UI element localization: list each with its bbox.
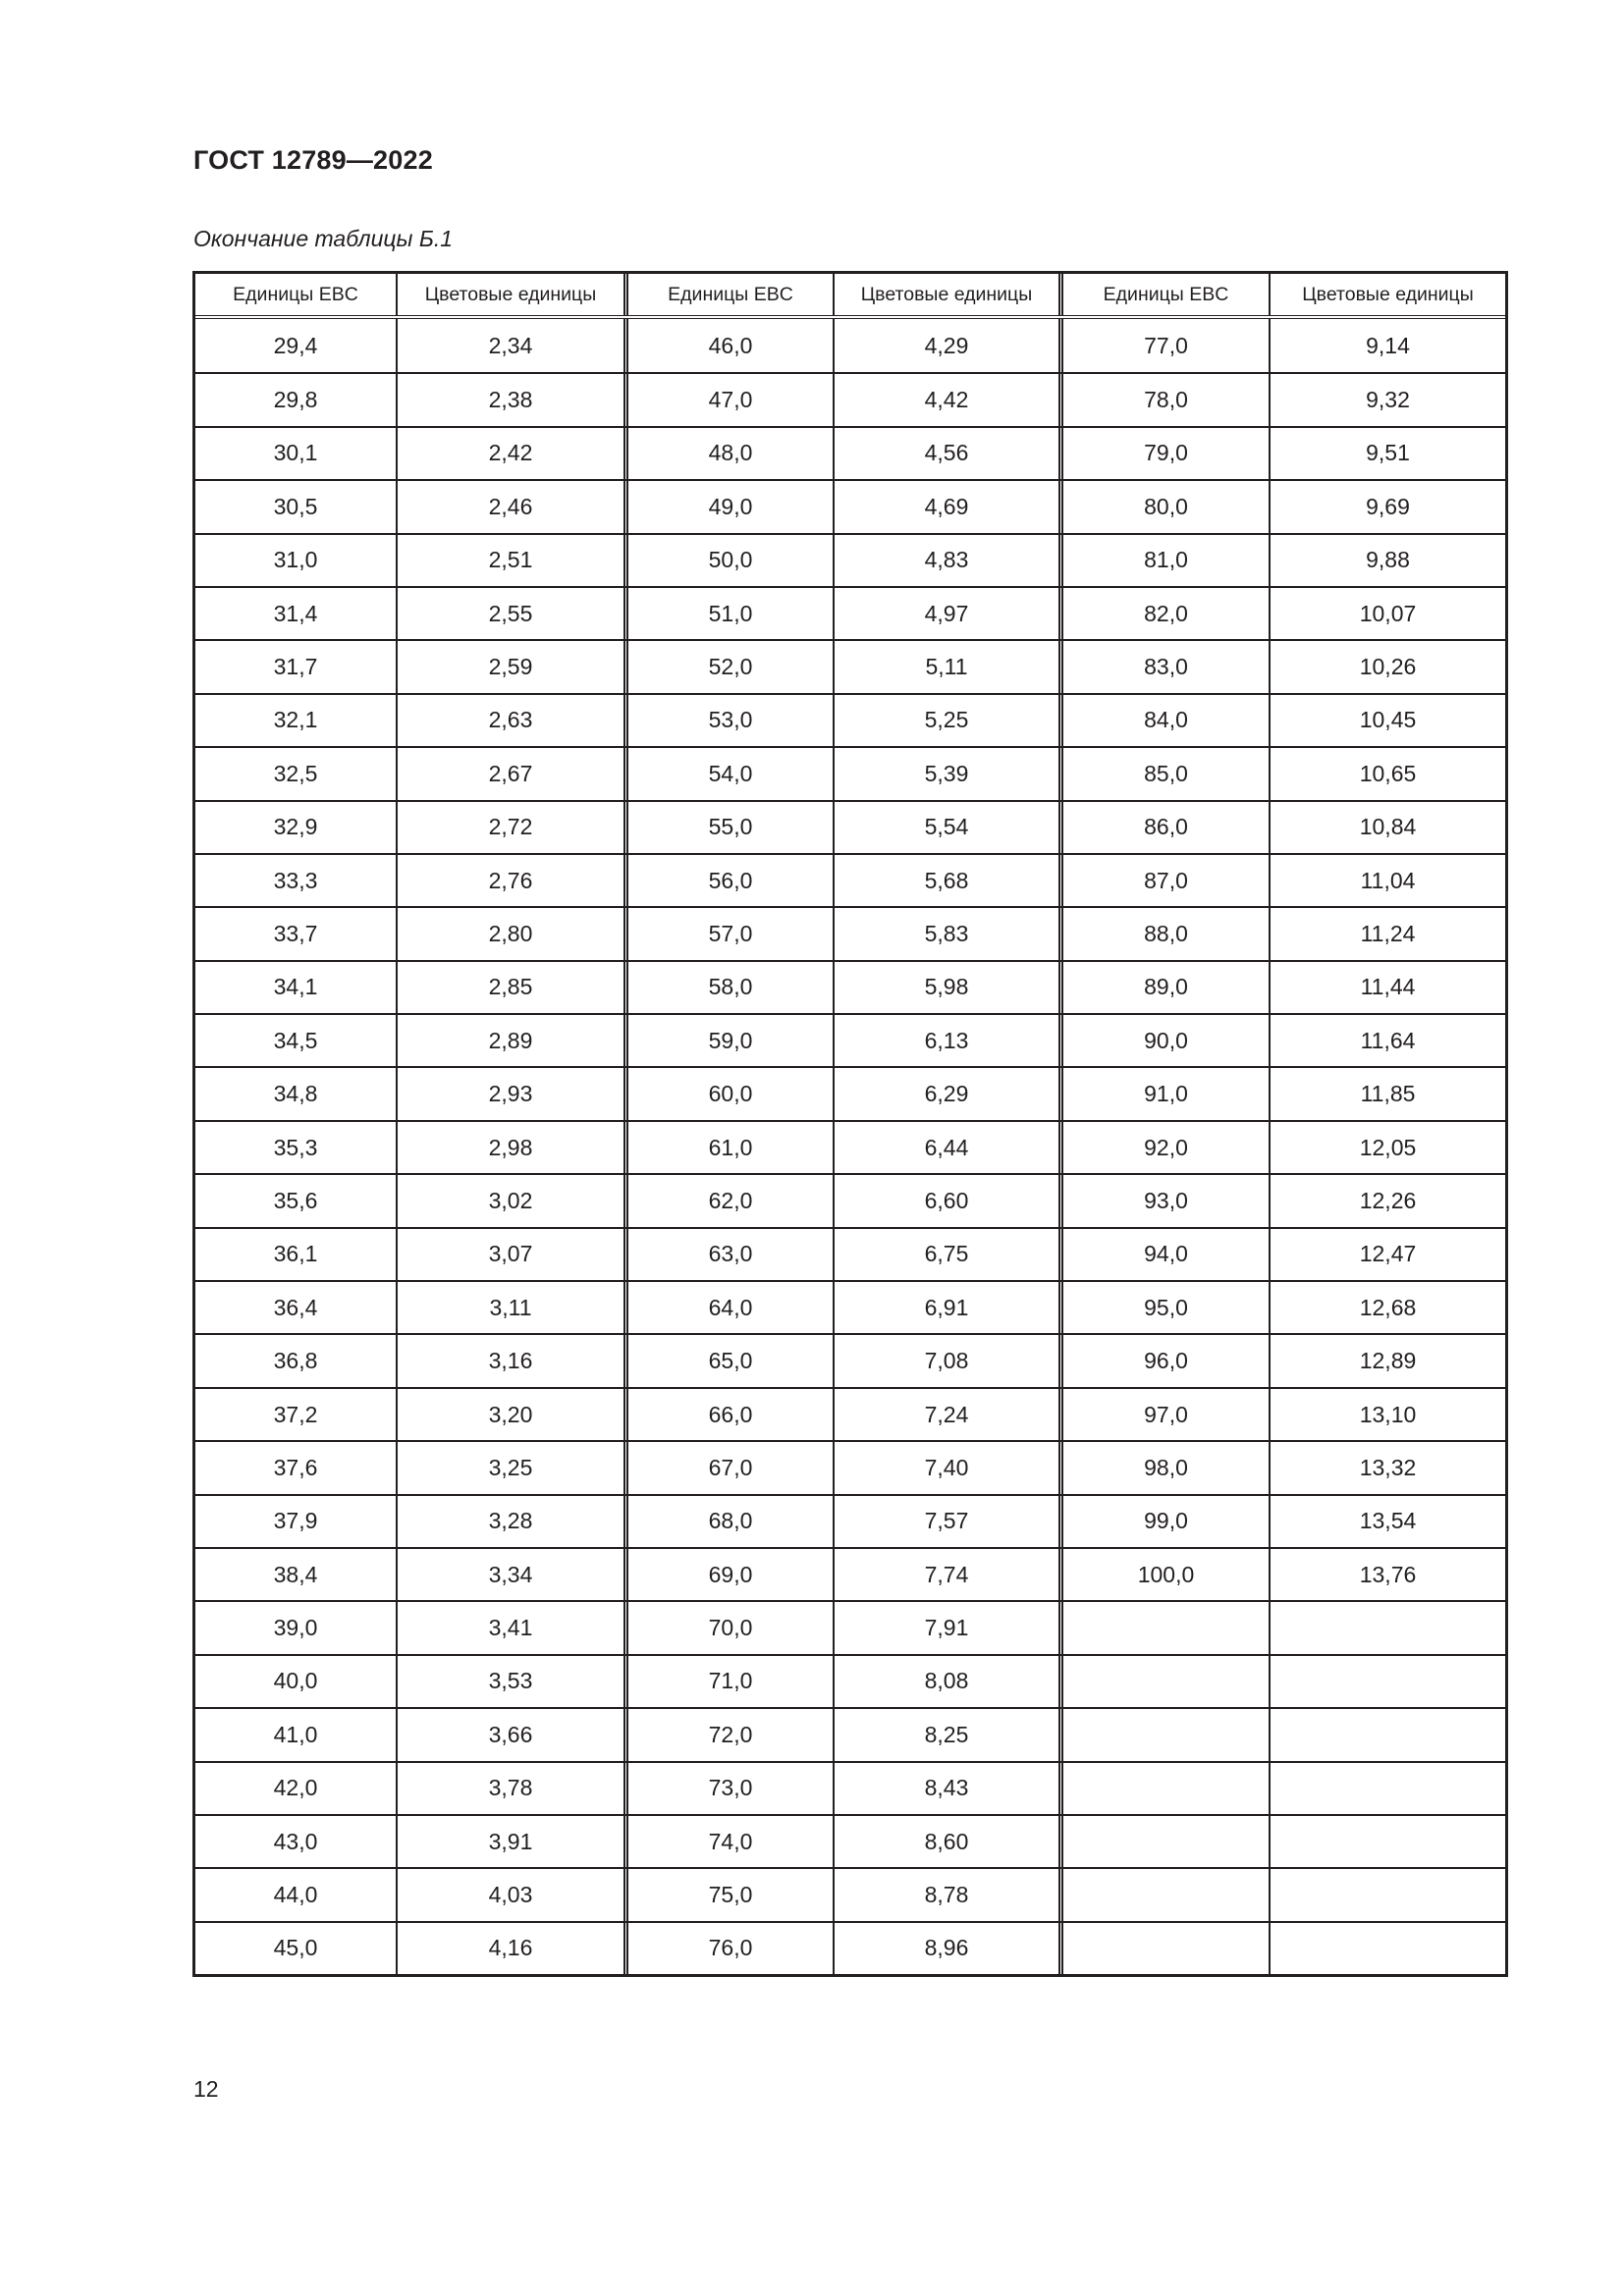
column-header-ebc-2: Единицы EBC <box>628 274 835 315</box>
color-units-cell: 9,69 <box>1366 493 1410 519</box>
ebc-cell: 62,0 <box>628 1175 835 1226</box>
table-row <box>195 639 1505 692</box>
ebc-cell: 69,0 <box>628 1549 835 1600</box>
color-units-cell: 4,69 <box>835 481 1063 532</box>
color-units-cell: 5,39 <box>835 748 1063 799</box>
color-units-cell: 2,46 <box>398 481 628 532</box>
color-units-cell: 4,29 <box>835 319 1063 372</box>
color-units-cell: 7,57 <box>835 1496 1063 1547</box>
ebc-cell: 46,0 <box>628 319 835 372</box>
table-row <box>195 1814 1505 1867</box>
color-units-cell: 3,07 <box>398 1229 628 1280</box>
color-units-cell: 2,89 <box>398 1015 628 1066</box>
ebc-cell: 91,0 <box>1063 1068 1271 1119</box>
table-row <box>195 1600 1505 1653</box>
ebc-cell: 93,0 <box>1063 1175 1271 1226</box>
color-units-cell: 12,05 <box>1359 1134 1417 1160</box>
ebc-cell: 98,0 <box>1063 1442 1271 1493</box>
ebc-cell: 40,0 <box>195 1656 398 1707</box>
color-units-cell: 2,72 <box>398 802 628 853</box>
ebc-cell: 100,0 <box>1063 1549 1271 1600</box>
column-header-ebc-3: Единицы EBC <box>1063 274 1271 315</box>
ebc-cell: 31,7 <box>195 641 398 692</box>
table-row <box>195 319 1505 372</box>
ebc-cell: 36,8 <box>195 1335 398 1386</box>
ebc-cell: 52,0 <box>628 641 835 692</box>
color-units-cell: 9,51 <box>1366 440 1410 466</box>
table-row <box>195 693 1505 746</box>
color-units-cell: 7,74 <box>835 1549 1063 1600</box>
ebc-cell: 77,0 <box>1063 319 1271 372</box>
ebc-cell: 92,0 <box>1063 1122 1271 1173</box>
color-units-cell: 4,97 <box>835 588 1063 639</box>
ebc-cell: 31,4 <box>195 588 398 639</box>
ebc-cell: 86,0 <box>1063 802 1271 853</box>
color-units-cell: 9,88 <box>1366 547 1410 573</box>
color-units-cell: 10,45 <box>1359 707 1417 733</box>
table-row <box>195 1066 1505 1119</box>
ebc-cell: 87,0 <box>1063 855 1271 906</box>
color-units-cell: 4,03 <box>398 1869 628 1920</box>
color-units-cell: 7,24 <box>835 1389 1063 1440</box>
ebc-cell: 35,3 <box>195 1122 398 1173</box>
color-units-cell: 2,34 <box>398 319 628 372</box>
ebc-cell: 70,0 <box>628 1602 835 1653</box>
table-row <box>195 746 1505 799</box>
color-units-cell: 2,76 <box>398 855 628 906</box>
column-header-color-units-2: Цветовые единицы <box>835 274 1063 315</box>
page-number: 12 <box>193 2076 219 2102</box>
ebc-cell: 44,0 <box>195 1869 398 1920</box>
ebc-cell: 37,2 <box>195 1389 398 1440</box>
ebc-cell: 85,0 <box>1063 748 1271 799</box>
ebc-cell: 67,0 <box>628 1442 835 1493</box>
color-units-cell: 6,75 <box>835 1229 1063 1280</box>
color-units-cell: 5,68 <box>835 855 1063 906</box>
table-row <box>195 853 1505 906</box>
ebc-cell: 83,0 <box>1063 641 1271 692</box>
ebc-cell: 66,0 <box>628 1389 835 1440</box>
table-row <box>195 1280 1505 1333</box>
table-row <box>195 372 1505 425</box>
ebc-cell <box>1063 1923 1271 1974</box>
ebc-cell: 60,0 <box>628 1068 835 1119</box>
ebc-cell <box>1063 1602 1271 1653</box>
table-row <box>195 1707 1505 1760</box>
color-units-cell: 2,85 <box>398 962 628 1013</box>
ebc-cell: 72,0 <box>628 1709 835 1760</box>
ebc-cell: 89,0 <box>1063 962 1271 1013</box>
color-units-cell: 6,29 <box>835 1068 1063 1119</box>
color-units-cell: 12,47 <box>1359 1241 1417 1267</box>
table-row <box>195 1761 1505 1814</box>
ebc-cell: 82,0 <box>1063 588 1271 639</box>
color-units-cell: 11,44 <box>1360 974 1416 1000</box>
color-units-cell: 8,78 <box>835 1869 1063 1920</box>
ebc-cell: 71,0 <box>628 1656 835 1707</box>
conversion-table <box>192 271 1508 1977</box>
ebc-cell: 34,1 <box>195 962 398 1013</box>
ebc-cell: 54,0 <box>628 748 835 799</box>
color-units-cell: 2,63 <box>398 695 628 746</box>
table-row <box>195 1387 1505 1440</box>
color-units-cell: 5,11 <box>835 641 1063 692</box>
color-units-cell: 4,16 <box>398 1923 628 1974</box>
color-units-cell <box>1271 1816 1505 1867</box>
ebc-cell: 59,0 <box>628 1015 835 1066</box>
ebc-cell: 53,0 <box>628 695 835 746</box>
table-row <box>195 1440 1505 1493</box>
color-units-cell: 7,91 <box>835 1602 1063 1653</box>
table-row <box>195 906 1505 959</box>
table-caption: Окончание таблицы Б.1 <box>193 226 454 251</box>
color-units-cell: 6,44 <box>835 1122 1063 1173</box>
color-units-cell: 13,76 <box>1359 1561 1417 1587</box>
color-units-cell: 10,84 <box>1359 814 1417 840</box>
color-units-cell: 8,43 <box>835 1763 1063 1814</box>
ebc-cell: 51,0 <box>628 588 835 639</box>
ebc-cell: 95,0 <box>1063 1282 1271 1333</box>
ebc-cell: 99,0 <box>1063 1496 1271 1547</box>
color-units-cell <box>1271 1923 1505 1974</box>
table-row <box>195 1654 1505 1707</box>
ebc-cell: 32,5 <box>195 748 398 799</box>
ebc-cell: 57,0 <box>628 908 835 959</box>
ebc-cell: 84,0 <box>1063 695 1271 746</box>
color-units-cell: 6,91 <box>835 1282 1063 1333</box>
ebc-cell: 79,0 <box>1063 428 1271 479</box>
ebc-cell: 47,0 <box>628 374 835 425</box>
ebc-cell <box>1063 1763 1271 1814</box>
ebc-cell: 73,0 <box>628 1763 835 1814</box>
ebc-cell: 75,0 <box>628 1869 835 1920</box>
document-title: ГОСТ 12789—2022 <box>193 145 433 175</box>
color-units-cell <box>1271 1656 1505 1707</box>
color-units-cell: 2,42 <box>398 428 628 479</box>
table-row <box>195 1227 1505 1280</box>
color-units-cell: 11,64 <box>1360 1027 1416 1053</box>
color-units-cell: 2,93 <box>398 1068 628 1119</box>
color-units-cell: 5,98 <box>835 962 1063 1013</box>
table-row <box>195 1120 1505 1173</box>
color-units-cell: 2,59 <box>398 641 628 692</box>
color-units-cell: 6,60 <box>835 1175 1063 1226</box>
ebc-cell: 34,5 <box>195 1015 398 1066</box>
color-units-cell: 3,20 <box>398 1389 628 1440</box>
table-row <box>195 960 1505 1013</box>
ebc-cell: 58,0 <box>628 962 835 1013</box>
column-header-color-units-3: Цветовые единицы <box>1302 283 1474 305</box>
ebc-cell: 64,0 <box>628 1282 835 1333</box>
color-units-cell: 5,54 <box>835 802 1063 853</box>
color-units-cell: 5,25 <box>835 695 1063 746</box>
ebc-cell: 29,4 <box>195 319 398 372</box>
ebc-cell: 96,0 <box>1063 1335 1271 1386</box>
ebc-cell: 32,9 <box>195 802 398 853</box>
ebc-cell: 76,0 <box>628 1923 835 1974</box>
table-row <box>195 1921 1505 1974</box>
ebc-cell <box>1063 1816 1271 1867</box>
table-header-row <box>195 274 1505 319</box>
color-units-cell: 8,25 <box>835 1709 1063 1760</box>
table-row <box>195 1173 1505 1226</box>
color-units-cell: 8,60 <box>835 1816 1063 1867</box>
color-units-cell: 8,08 <box>835 1656 1063 1707</box>
table-row <box>195 1547 1505 1600</box>
ebc-cell <box>1063 1709 1271 1760</box>
ebc-cell: 50,0 <box>628 535 835 586</box>
ebc-cell: 80,0 <box>1063 481 1271 532</box>
table-row <box>195 426 1505 479</box>
ebc-cell: 36,1 <box>195 1229 398 1280</box>
ebc-cell: 33,3 <box>195 855 398 906</box>
color-units-cell: 11,04 <box>1360 867 1416 893</box>
ebc-cell: 56,0 <box>628 855 835 906</box>
ebc-cell: 39,0 <box>195 1602 398 1653</box>
color-units-cell: 9,32 <box>1366 387 1410 413</box>
ebc-cell: 68,0 <box>628 1496 835 1547</box>
color-units-cell: 11,24 <box>1360 920 1416 946</box>
ebc-cell: 29,8 <box>195 374 398 425</box>
table-row <box>195 800 1505 853</box>
column-header-ebc-1: Единицы EBC <box>195 274 398 315</box>
color-units-cell: 3,16 <box>398 1335 628 1386</box>
ebc-cell: 30,5 <box>195 481 398 532</box>
table-row <box>195 1333 1505 1386</box>
table-row <box>195 533 1505 586</box>
ebc-cell: 49,0 <box>628 481 835 532</box>
ebc-cell: 74,0 <box>628 1816 835 1867</box>
color-units-cell: 8,96 <box>835 1923 1063 1974</box>
color-units-cell <box>1271 1602 1505 1653</box>
color-units-cell: 3,41 <box>398 1602 628 1653</box>
ebc-cell: 34,8 <box>195 1068 398 1119</box>
ebc-cell: 61,0 <box>628 1122 835 1173</box>
color-units-cell: 11,85 <box>1360 1081 1416 1107</box>
color-units-cell <box>1271 1869 1505 1920</box>
table-row <box>195 1494 1505 1547</box>
color-units-cell: 9,14 <box>1366 332 1410 358</box>
color-units-cell: 4,83 <box>835 535 1063 586</box>
ebc-cell <box>1063 1869 1271 1920</box>
color-units-cell: 3,11 <box>398 1282 628 1333</box>
color-units-cell: 2,67 <box>398 748 628 799</box>
column-header-color-units-1: Цветовые единицы <box>398 274 628 315</box>
ebc-cell: 90,0 <box>1063 1015 1271 1066</box>
ebc-cell: 94,0 <box>1063 1229 1271 1280</box>
ebc-cell: 48,0 <box>628 428 835 479</box>
color-units-cell: 2,38 <box>398 374 628 425</box>
table-row <box>195 479 1505 532</box>
ebc-cell: 33,7 <box>195 908 398 959</box>
color-units-cell <box>1271 1709 1505 1760</box>
color-units-cell: 10,07 <box>1359 600 1417 626</box>
color-units-cell: 12,68 <box>1359 1294 1417 1320</box>
ebc-cell: 41,0 <box>195 1709 398 1760</box>
ebc-cell: 45,0 <box>195 1923 398 1974</box>
color-units-cell: 2,55 <box>398 588 628 639</box>
table-row <box>195 1013 1505 1066</box>
ebc-cell: 78,0 <box>1063 374 1271 425</box>
color-units-cell: 3,53 <box>398 1656 628 1707</box>
color-units-cell: 10,26 <box>1359 654 1417 680</box>
color-units-cell: 3,02 <box>398 1175 628 1226</box>
ebc-cell: 88,0 <box>1063 908 1271 959</box>
color-units-cell: 3,25 <box>398 1442 628 1493</box>
color-units-cell: 7,40 <box>835 1442 1063 1493</box>
color-units-cell: 3,91 <box>398 1816 628 1867</box>
color-units-cell: 4,56 <box>835 428 1063 479</box>
ebc-cell: 38,4 <box>195 1549 398 1600</box>
color-units-cell: 2,98 <box>398 1122 628 1173</box>
ebc-cell: 97,0 <box>1063 1389 1271 1440</box>
color-units-cell: 6,13 <box>835 1015 1063 1066</box>
color-units-cell: 13,32 <box>1359 1454 1417 1480</box>
color-units-cell: 13,54 <box>1359 1508 1417 1534</box>
color-units-cell: 7,08 <box>835 1335 1063 1386</box>
color-units-cell: 12,26 <box>1359 1187 1417 1213</box>
color-units-cell: 2,80 <box>398 908 628 959</box>
ebc-cell: 30,1 <box>195 428 398 479</box>
color-units-cell: 12,89 <box>1359 1348 1417 1374</box>
ebc-cell <box>1063 1656 1271 1707</box>
ebc-cell: 37,9 <box>195 1496 398 1547</box>
ebc-cell: 37,6 <box>195 1442 398 1493</box>
color-units-cell: 2,51 <box>398 535 628 586</box>
color-units-cell: 3,28 <box>398 1496 628 1547</box>
ebc-cell: 35,6 <box>195 1175 398 1226</box>
color-units-cell: 3,34 <box>398 1549 628 1600</box>
color-units-cell: 5,83 <box>835 908 1063 959</box>
ebc-cell: 81,0 <box>1063 535 1271 586</box>
ebc-cell: 65,0 <box>628 1335 835 1386</box>
ebc-cell: 43,0 <box>195 1816 398 1867</box>
ebc-cell: 32,1 <box>195 695 398 746</box>
ebc-cell: 36,4 <box>195 1282 398 1333</box>
table-row <box>195 586 1505 639</box>
color-units-cell: 3,78 <box>398 1763 628 1814</box>
table-row <box>195 1867 1505 1920</box>
ebc-cell: 31,0 <box>195 535 398 586</box>
color-units-cell: 3,66 <box>398 1709 628 1760</box>
color-units-cell: 10,65 <box>1359 760 1417 786</box>
color-units-cell <box>1271 1763 1505 1814</box>
ebc-cell: 55,0 <box>628 802 835 853</box>
ebc-cell: 42,0 <box>195 1763 398 1814</box>
color-units-cell: 13,10 <box>1359 1401 1417 1427</box>
ebc-cell: 63,0 <box>628 1229 835 1280</box>
color-units-cell: 4,42 <box>835 374 1063 425</box>
